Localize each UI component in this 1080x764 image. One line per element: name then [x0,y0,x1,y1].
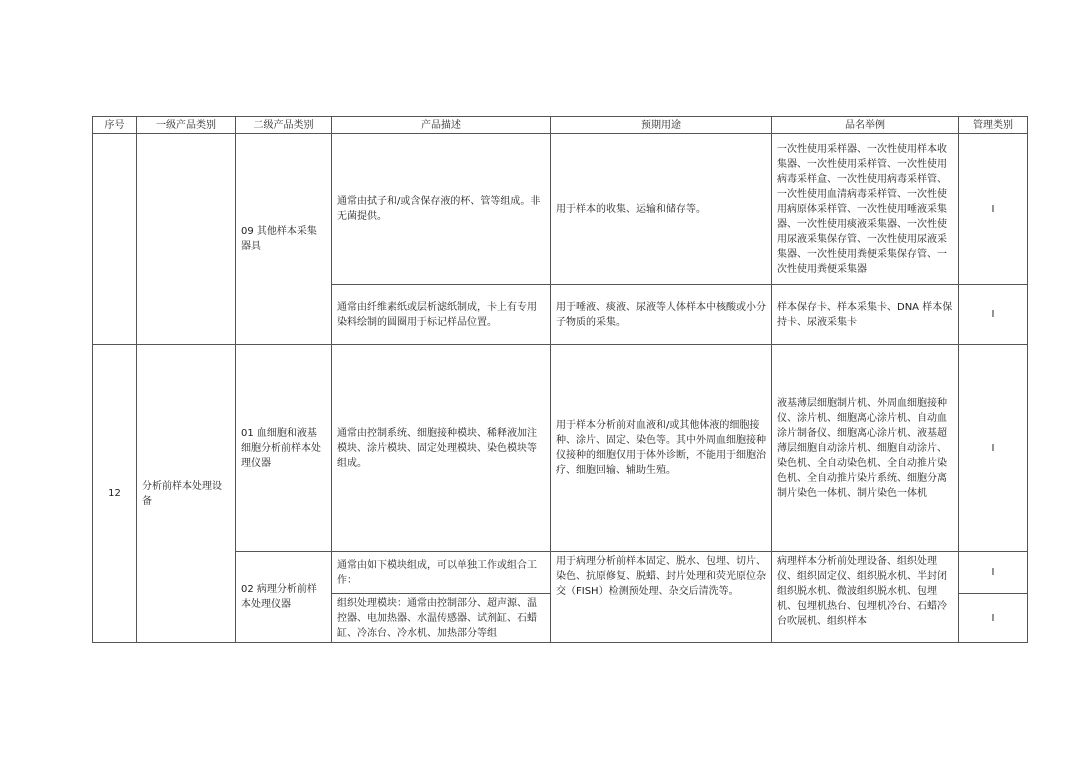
intended-use-cell [551,552,772,643]
examples-cell: 液基薄层细胞制片机、外周血细胞接种仪、涂片机、细胞离心涂片机、自动血涂片制备仪、细胞离心涂片机、液基超薄层细胞自动涂片机、细胞自动涂片、染色机、全自动染色机、全自动推片染色机、全自动推片染片系统、细胞分离制片染色一体机、制片染色一体机 [772,345,959,552]
description-cell: 通常由拭子和/或含保存液的杯、管等组成。非无菌提供。 [332,134,551,285]
description-cell [332,594,551,643]
class-cell: I [959,594,1028,643]
seq-cell: 12 [93,345,137,643]
category-cell [137,134,236,345]
intended-use-cell: 用于唾液、痰液、尿液等人体样本中核酸或小分子物质的采集。 [551,285,772,345]
seq-cell [93,134,137,345]
header-class: 管理类别 [959,117,1028,134]
class-cell: I [959,345,1028,552]
examples-text: 病理样本分析前处理设备、组织处理仪、组织固定仪、组织脱水机、半封闭组织脱水机、微波组织脱水机、包埋机、包埋机热台、包埋机冷台、石蜡冷台吹展机、组织样本 [777,556,947,627]
product-classification-table [92,116,1028,643]
header-intended-use: 预期用途 [551,117,772,134]
category-cell: 分析前样本处理设备 [137,345,236,643]
description-cell: 通常由纤维素纸或层析滤纸制成，卡上有专用染料绘制的圆圈用于标记样品位置。 [332,285,551,345]
intended-use-cell: 用于样本分析前对血液和/或其他体液的细胞接种、涂片、固定、染色等。其中外周血细胞接种仪接种的细胞仅用于体外诊断，不能用于细胞治疗、细胞回输、辅助生殖。 [551,345,772,552]
class-cell: I [959,552,1028,594]
subcategory-cell: 02 病理分析前样本处理仪器 [236,552,332,643]
description-cell: 通常由如下模块组成，可以单独工作或组合工作： [332,552,551,594]
intended-use-cell: 用于样本的收集、运输和储存等。 [551,134,772,285]
description-text: 组织处理模块：通常由控制部分、超声源、温控器、电加热器、水温传感器、试剂缸、石蜡缸、冷冻台、冷水机、加热部分等组 [337,598,537,639]
subcategory-cell: 01 血细胞和液基细胞分析前样本处理仪器 [236,345,332,552]
class-cell: I [959,285,1028,345]
examples-cell [772,552,959,643]
header-row [93,117,1028,134]
header-seq: 序号 [93,117,137,134]
subcategory-cell: 09 其他样本采集器具 [236,134,332,345]
header-level2-category: 二级产品类别 [236,117,332,134]
description-cell: 通常由控制系统、细胞接种模块、稀释液加注模块、涂片模块、固定处理模块、染色模块等组成。 [332,345,551,552]
header-level1-category: 一级产品类别 [137,117,236,134]
table-row [93,134,1028,285]
table-row [93,345,1028,552]
header-description: 产品描述 [332,117,551,134]
intended-use-text: 用于病理分析前样本固定、脱水、包埋、切片、染色、抗原修复、脱蜡、封片处理和荧光原位杂交（FISH）检测预处理、杂交后清洗等。 [556,556,766,597]
examples-cell: 样本保存卡、样本采集卡、DNA 样本保持卡、尿液采集卡 [772,285,959,345]
examples-cell: 一次性使用采样器、一次性使用样本收集器、一次性使用采样管、一次性使用病毒采样盒、一次性使用病毒采样管、一次性使用血清病毒采样管、一次性使用病原体采样管、一次性使用唾液采集器、一次性使用痰液采集器、一次性使用尿液采集保存管、一次性使用尿液采集器、一次性使用粪便采集保存管、一次性使用粪便采集器 [772,134,959,285]
header-examples: 品名举例 [772,117,959,134]
class-cell: I [959,134,1028,285]
